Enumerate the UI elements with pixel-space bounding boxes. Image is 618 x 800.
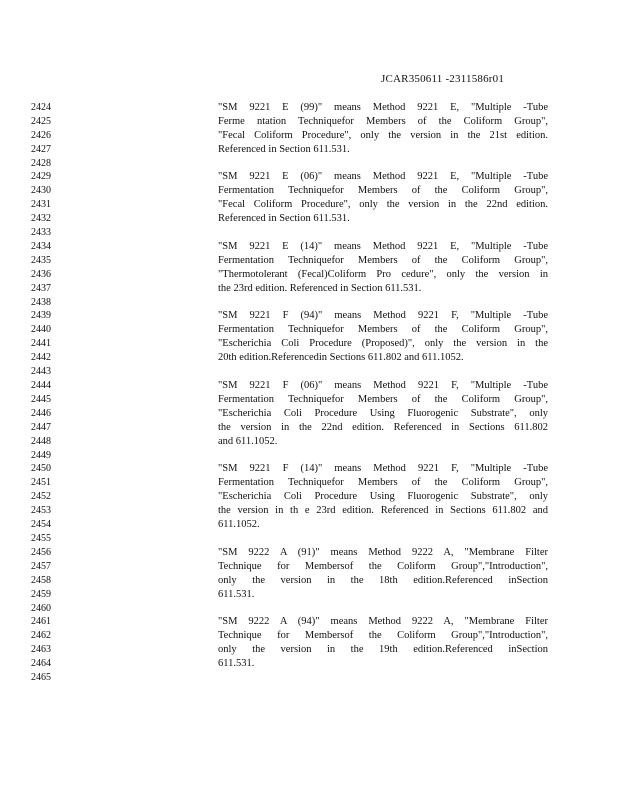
line-number: 2455 <box>31 533 51 544</box>
line-number: 2454 <box>31 519 51 530</box>
line-number: 2440 <box>31 324 51 335</box>
line-number: 2429 <box>31 171 51 182</box>
line-number: 2456 <box>31 547 51 558</box>
line-number: 2437 <box>31 283 51 294</box>
text-line: 611.1052. <box>218 519 260 530</box>
line-number: 2463 <box>31 644 51 655</box>
line-number: 2435 <box>31 255 51 266</box>
text-line: Fermentation Techniquefor Members of the Coliform Group", <box>218 324 548 335</box>
line-number: 2438 <box>31 297 51 308</box>
line-number: 2461 <box>31 616 51 627</box>
text-line: and 611.1052. <box>218 436 278 447</box>
line-number: 2460 <box>31 603 51 614</box>
text-line: Fermentation Techniquefor Members of the Coliform Group", <box>218 477 548 488</box>
line-number: 2441 <box>31 338 51 349</box>
line-number: 2442 <box>31 352 51 363</box>
text-line: "SM 9222 A (94)" means Method 9222 A, "Membrane Filter <box>218 616 548 627</box>
line-number: 2446 <box>31 408 51 419</box>
text-line: "SM 9221 F (06)" means Method 9221 F, "Multiple -Tube <box>218 380 548 391</box>
line-number: 2430 <box>31 185 51 196</box>
line-number: 2427 <box>31 144 51 155</box>
text-line: "SM 9222 A (91)" means Method 9222 A, "Membrane Filter <box>218 547 548 558</box>
text-line: "SM 9221 F (14)" means Method 9221 F, "Multiple -Tube <box>218 463 548 474</box>
text-line: 611.531. <box>218 589 255 600</box>
text-line: "SM 9221 E (14)" means Method 9221 E, "Multiple -Tube <box>218 241 548 252</box>
text-line: "Fecal Coliform Procedure", only the version in the 22nd edition. <box>218 199 548 210</box>
text-line: the version in the 22nd edition. Referenced in Sections 611.802 <box>218 422 548 433</box>
text-line: the 23rd edition. Referenced in Section 611.531. <box>218 283 422 294</box>
line-number: 2432 <box>31 213 51 224</box>
text-line: 611.531. <box>218 658 255 669</box>
text-line: Technique for Membersof the Coliform Group","Introduction", <box>218 630 548 641</box>
line-number: 2449 <box>31 450 51 461</box>
text-line: "Escherichia Coli Procedure Using Fluorogenic Substrate", only <box>218 491 548 502</box>
line-number: 2452 <box>31 491 51 502</box>
text-line: only the version in the 19th edition.Referenced inSection <box>218 644 548 655</box>
line-number: 2425 <box>31 116 51 127</box>
line-number: 2448 <box>31 436 51 447</box>
line-number: 2450 <box>31 463 51 474</box>
line-number: 2447 <box>31 422 51 433</box>
text-line: "SM 9221 F (94)" means Method 9221 F, "Multiple -Tube <box>218 310 548 321</box>
line-number: 2431 <box>31 199 51 210</box>
text-line: Fermentation Techniquefor Members of the Coliform Group", <box>218 185 548 196</box>
line-number: 2462 <box>31 630 51 641</box>
line-number: 2445 <box>31 394 51 405</box>
text-line: the version in th e 23rd edition. Referenced in Sections 611.802 and <box>218 505 548 516</box>
text-line: "Thermotolerant (Fecal)Coliform Pro cedure", only the version in <box>218 269 548 280</box>
text-line: only the version in the 18th edition.Referenced inSection <box>218 575 548 586</box>
line-number: 2439 <box>31 310 51 321</box>
line-number: 2451 <box>31 477 51 488</box>
line-number: 2459 <box>31 589 51 600</box>
text-line: Ferme ntation Techniquefor Members of the Coliform Group", <box>218 116 548 127</box>
line-number: 2434 <box>31 241 51 252</box>
line-number: 2464 <box>31 658 51 669</box>
text-line: Referenced in Section 611.531. <box>218 213 350 224</box>
line-number: 2443 <box>31 366 51 377</box>
line-number: 2465 <box>31 672 51 683</box>
text-line: Fermentation Techniquefor Members of the Coliform Group", <box>218 255 548 266</box>
text-line: "Escherichia Coli Procedure Using Fluorogenic Substrate", only <box>218 408 548 419</box>
line-number: 2428 <box>31 158 51 169</box>
text-line: 20th edition.Referencedin Sections 611.802 and 611.1052. <box>218 352 464 363</box>
text-line: Technique for Membersof the Coliform Group","Introduction", <box>218 561 548 572</box>
line-number: 2457 <box>31 561 51 572</box>
line-number: 2444 <box>31 380 51 391</box>
line-number: 2436 <box>31 269 51 280</box>
text-line: "SM 9221 E (99)" means Method 9221 E, "Multiple -Tube <box>218 102 548 113</box>
line-number: 2424 <box>31 102 51 113</box>
document-id-header: JCAR350611 -2311586r01 <box>381 73 505 85</box>
line-number: 2433 <box>31 227 51 238</box>
text-line: "Fecal Coliform Procedure", only the version in the 21st edition. <box>218 130 548 141</box>
text-line: Fermentation Techniquefor Members of the Coliform Group", <box>218 394 548 405</box>
line-number: 2458 <box>31 575 51 586</box>
text-line: Referenced in Section 611.531. <box>218 144 350 155</box>
line-number: 2426 <box>31 130 51 141</box>
text-line: "SM 9221 E (06)" means Method 9221 E, "Multiple -Tube <box>218 171 548 182</box>
text-line: "Escherichia Coli Procedure (Proposed)", only the version in the <box>218 338 548 349</box>
line-number: 2453 <box>31 505 51 516</box>
